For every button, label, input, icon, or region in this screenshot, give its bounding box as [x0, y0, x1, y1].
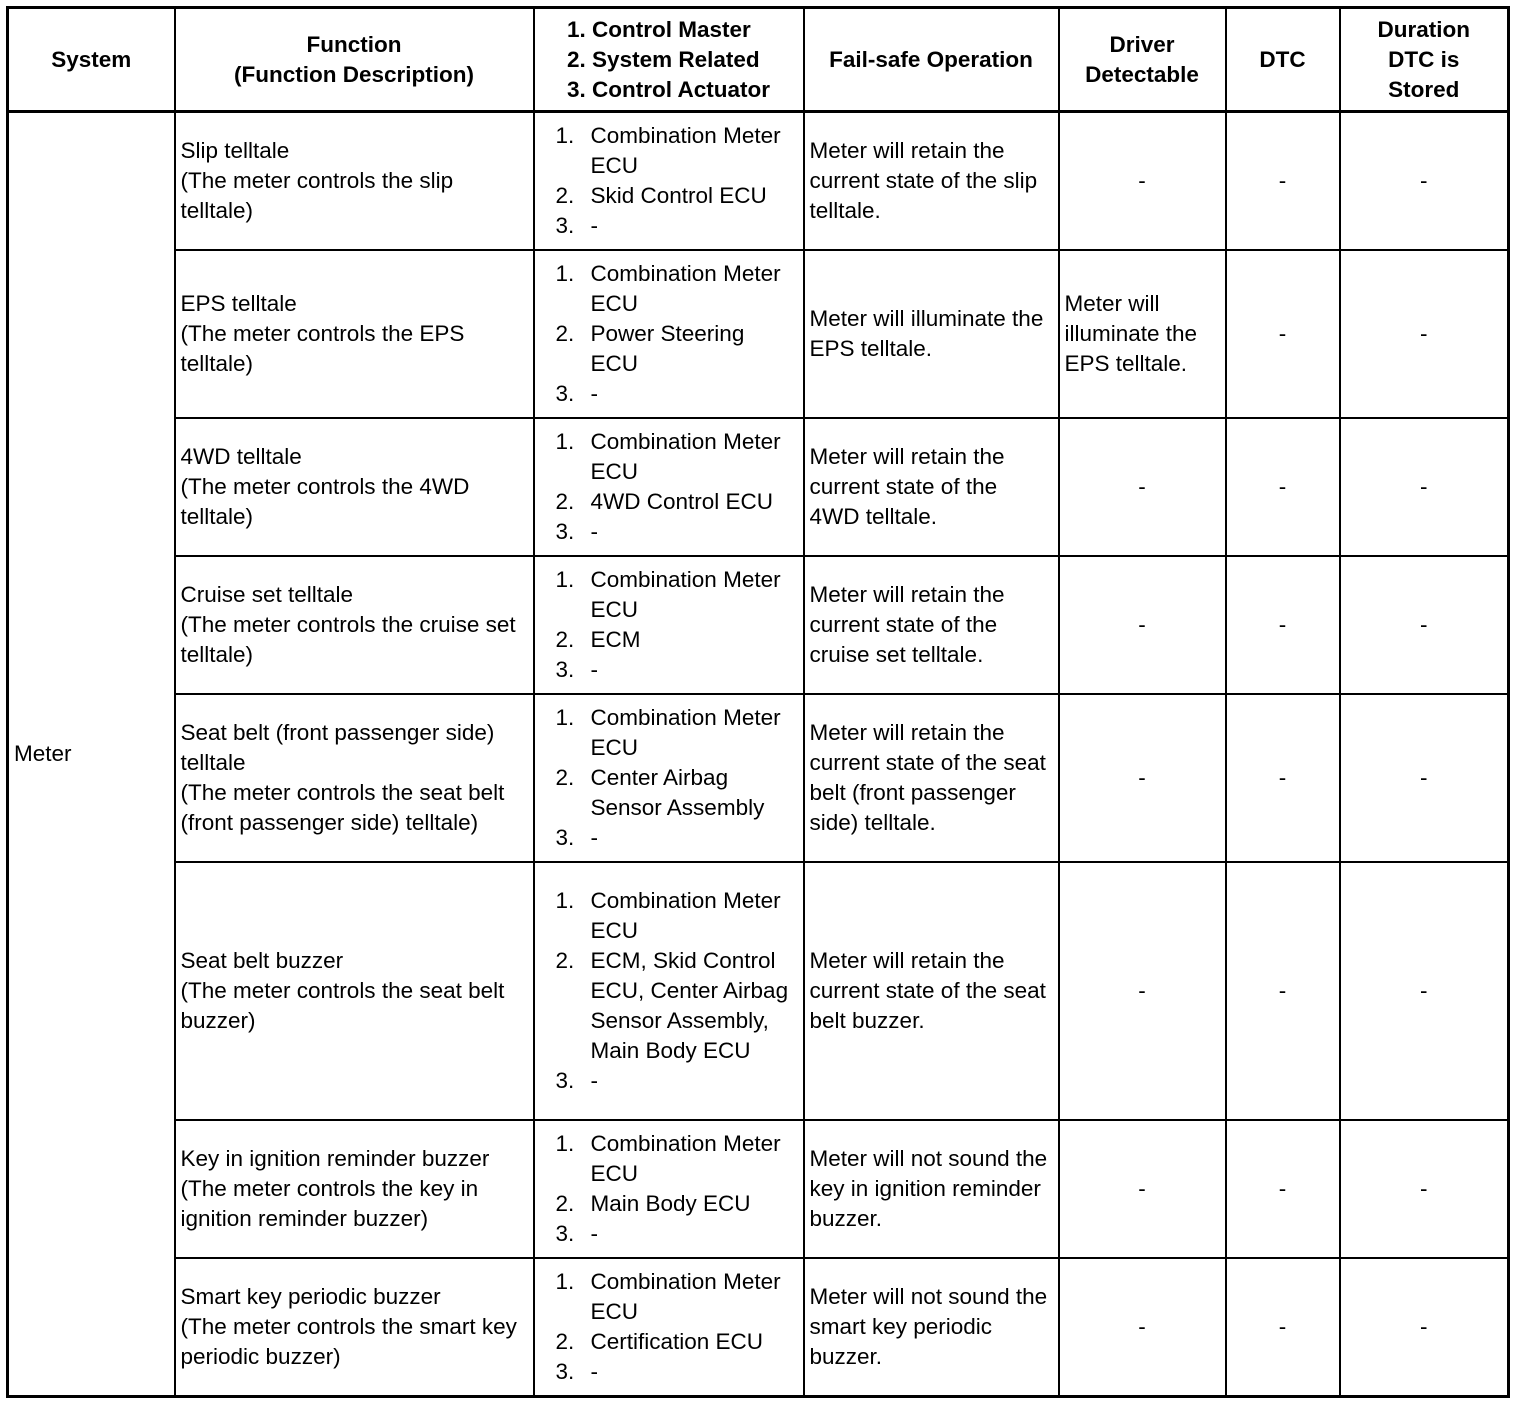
control-actuator: - [590, 1221, 598, 1247]
control-cell [534, 556, 804, 694]
function-description: (The meter controls the 4WD telltale) [180, 473, 470, 529]
control-list-item [556, 1129, 798, 1189]
control-master: Combination Meter ECU [590, 428, 781, 484]
duration-cell: - [1340, 418, 1509, 556]
driver-detectable-cell: - [1059, 862, 1226, 1120]
table-row [8, 1120, 1509, 1258]
driver-detectable-cell: - [1059, 112, 1226, 250]
list-number: 1. [555, 888, 575, 914]
driver-detectable-cell: - [1059, 1258, 1226, 1396]
list-number: 1. [555, 122, 575, 148]
control-actuator: - [590, 212, 598, 238]
control-actuator: - [590, 1068, 598, 1094]
control-list [540, 565, 798, 685]
control-list-item [556, 703, 798, 763]
control-actuator: - [590, 824, 598, 850]
list-number: 3. [555, 656, 575, 682]
control-actuator: - [590, 518, 598, 544]
system-related: Center Airbag Sensor Assembly [590, 764, 765, 820]
duration-cell: - [1340, 250, 1509, 418]
function-name: 4WD telltale [180, 443, 302, 469]
control-master: Combination Meter ECU [590, 888, 781, 944]
function-description: (The meter controls the key in ignition reminder buzzer) [180, 1176, 479, 1232]
driver-detectable-cell: - [1059, 1120, 1226, 1258]
system-related: 4WD Control ECU [590, 488, 774, 514]
control-master: Combination Meter ECU [590, 122, 781, 178]
list-number: 2. [555, 488, 575, 514]
duration-cell: - [1340, 694, 1509, 862]
function-cell [175, 1120, 534, 1258]
function-cell [175, 250, 534, 418]
table-row [8, 250, 1509, 418]
control-list-item [556, 259, 798, 319]
duration-cell: - [1340, 1120, 1509, 1258]
system-related: ECM, Skid Control ECU, Center Airbag Sensor Assembly, Main Body ECU [590, 948, 789, 1064]
list-number: 2. [555, 764, 575, 790]
control-list-item [556, 1189, 798, 1219]
table-row [8, 862, 1509, 1120]
duration-cell: - [1340, 112, 1509, 250]
table-row [8, 556, 1509, 694]
control-master: Combination Meter ECU [590, 704, 781, 760]
control-list-item [556, 625, 798, 655]
function-description: (The meter controls the smart key periodic buzzer) [180, 1314, 517, 1370]
list-number: 3. [555, 1221, 575, 1247]
driver-detectable-cell: - [1059, 556, 1226, 694]
control-list [540, 1129, 798, 1249]
list-number: 1. [555, 428, 575, 454]
function-name: Smart key periodic buzzer [180, 1284, 441, 1310]
function-cell [175, 556, 534, 694]
header-row [8, 8, 1509, 112]
failsafe-cell: Meter will not sound the key in ignition reminder buzzer. [804, 1120, 1059, 1258]
control-list-item [556, 763, 798, 823]
failsafe-cell: Meter will retain the current state of the seat belt buzzer. [804, 862, 1059, 1120]
control-list-item [556, 1219, 798, 1249]
failsafe-cell: Meter will illuminate the EPS telltale. [804, 250, 1059, 418]
control-list-item [556, 1357, 798, 1387]
failsafe-cell: Meter will retain the current state of the slip telltale. [804, 112, 1059, 250]
control-list-item [556, 181, 798, 211]
list-number: 3. [555, 212, 575, 238]
function-name: Cruise set telltale [180, 581, 354, 607]
function-description: (The meter controls the EPS telltale) [180, 320, 465, 376]
control-cell [534, 1120, 804, 1258]
list-number: 2. [555, 948, 575, 974]
dtc-cell: - [1226, 1258, 1340, 1396]
list-number: 2. [555, 320, 575, 346]
table-row [8, 418, 1509, 556]
function-description: (The meter controls the slip telltale) [180, 167, 454, 223]
control-list-item [556, 565, 798, 625]
list-number: 2. [555, 1191, 575, 1217]
function-description: (The meter controls the seat belt (front passenger side) telltale) [180, 779, 505, 835]
control-list-item [556, 517, 798, 547]
dtc-cell: - [1226, 112, 1340, 250]
system-related: Main Body ECU [590, 1191, 751, 1217]
list-number: 3. [555, 1359, 575, 1385]
control-list-item [556, 121, 798, 181]
control-list-item [556, 655, 798, 685]
control-cell [534, 1258, 804, 1396]
control-master: Combination Meter ECU [590, 1131, 781, 1187]
failsafe-cell: Meter will retain the current state of the cruise set telltale. [804, 556, 1059, 694]
dtc-cell: - [1226, 862, 1340, 1120]
header-driver-detectable: Driver Detectable [1059, 8, 1226, 112]
system-cell: Meter [8, 112, 175, 1397]
control-list-item [556, 886, 798, 946]
control-list-item [556, 427, 798, 487]
failsafe-cell: Meter will retain the current state of the 4WD telltale. [804, 418, 1059, 556]
driver-detectable-cell: - [1059, 694, 1226, 862]
control-list [540, 886, 798, 1096]
list-number: 3. [555, 1068, 575, 1094]
control-list-item [556, 1066, 798, 1096]
control-list-item [556, 379, 798, 409]
failsafe-cell: Meter will not sound the smart key periodic buzzer. [804, 1258, 1059, 1396]
control-list-item [556, 823, 798, 853]
function-description: (The meter controls the seat belt buzzer) [180, 978, 505, 1034]
system-related: Power Steering ECU [590, 320, 745, 376]
control-master: Combination Meter ECU [590, 260, 781, 316]
list-number: 1. [555, 566, 575, 592]
driver-detectable-cell: - [1059, 418, 1226, 556]
list-number: 3. [555, 824, 575, 850]
control-cell [534, 694, 804, 862]
control-cell [534, 112, 804, 250]
dtc-cell: - [1226, 418, 1340, 556]
control-list-item [556, 487, 798, 517]
duration-cell: - [1340, 862, 1509, 1120]
duration-cell: - [1340, 556, 1509, 694]
control-list-item [556, 1327, 798, 1357]
control-list [540, 259, 798, 409]
function-name: Slip telltale [180, 137, 290, 163]
control-cell [534, 250, 804, 418]
control-list-item [556, 319, 798, 379]
control-list [540, 1267, 798, 1387]
fail-safe-table [6, 6, 1510, 1398]
list-number: 1. [555, 1131, 575, 1157]
control-list-item [556, 211, 798, 241]
function-cell [175, 862, 534, 1120]
control-actuator: - [590, 656, 598, 682]
header-function: Function (Function Description) [175, 8, 534, 112]
failsafe-cell: Meter will retain the current state of the seat belt (front passenger side) telltale. [804, 694, 1059, 862]
control-master: Combination Meter ECU [590, 1269, 781, 1325]
list-number: 2. [555, 626, 575, 652]
function-cell [175, 112, 534, 250]
control-actuator: - [590, 380, 598, 406]
dtc-cell: - [1226, 250, 1340, 418]
driver-detectable-cell: Meter will illuminate the EPS telltale. [1059, 250, 1226, 418]
function-name: Key in ignition reminder buzzer [180, 1146, 490, 1172]
header-duration: Duration DTC is Stored [1340, 8, 1509, 112]
header-control: 1. Control Master 2. System Related 3. Control Actuator [534, 8, 804, 112]
function-name: EPS telltale [180, 290, 297, 316]
list-number: 3. [555, 518, 575, 544]
control-list [540, 427, 798, 547]
control-master: Combination Meter ECU [590, 566, 781, 622]
control-list [540, 121, 798, 241]
table-row [8, 694, 1509, 862]
control-list [540, 703, 798, 853]
control-cell [534, 862, 804, 1120]
system-related: Certification ECU [590, 1329, 764, 1355]
header-dtc: DTC [1226, 8, 1340, 112]
control-list-item [556, 946, 798, 1066]
dtc-cell: - [1226, 556, 1340, 694]
function-cell [175, 694, 534, 862]
header-failsafe: Fail-safe Operation [804, 8, 1059, 112]
system-related: ECM [590, 626, 641, 652]
control-cell [534, 418, 804, 556]
list-number: 3. [555, 380, 575, 406]
function-name: Seat belt buzzer [180, 948, 344, 974]
list-number: 1. [555, 1269, 575, 1295]
function-description: (The meter controls the cruise set telltale) [180, 611, 516, 667]
header-system: System [8, 8, 175, 112]
function-cell [175, 418, 534, 556]
duration-cell: - [1340, 1258, 1509, 1396]
system-related: Skid Control ECU [590, 182, 767, 208]
control-actuator: - [590, 1359, 598, 1385]
list-number: 2. [555, 1329, 575, 1355]
dtc-cell: - [1226, 1120, 1340, 1258]
function-name: Seat belt (front passenger side) telltale [180, 719, 495, 775]
list-number: 1. [555, 704, 575, 730]
control-list-item [556, 1267, 798, 1327]
list-number: 1. [555, 260, 575, 286]
table-row [8, 1258, 1509, 1396]
table-row [8, 112, 1509, 250]
dtc-cell: - [1226, 694, 1340, 862]
list-number: 2. [555, 182, 575, 208]
function-cell [175, 1258, 534, 1396]
